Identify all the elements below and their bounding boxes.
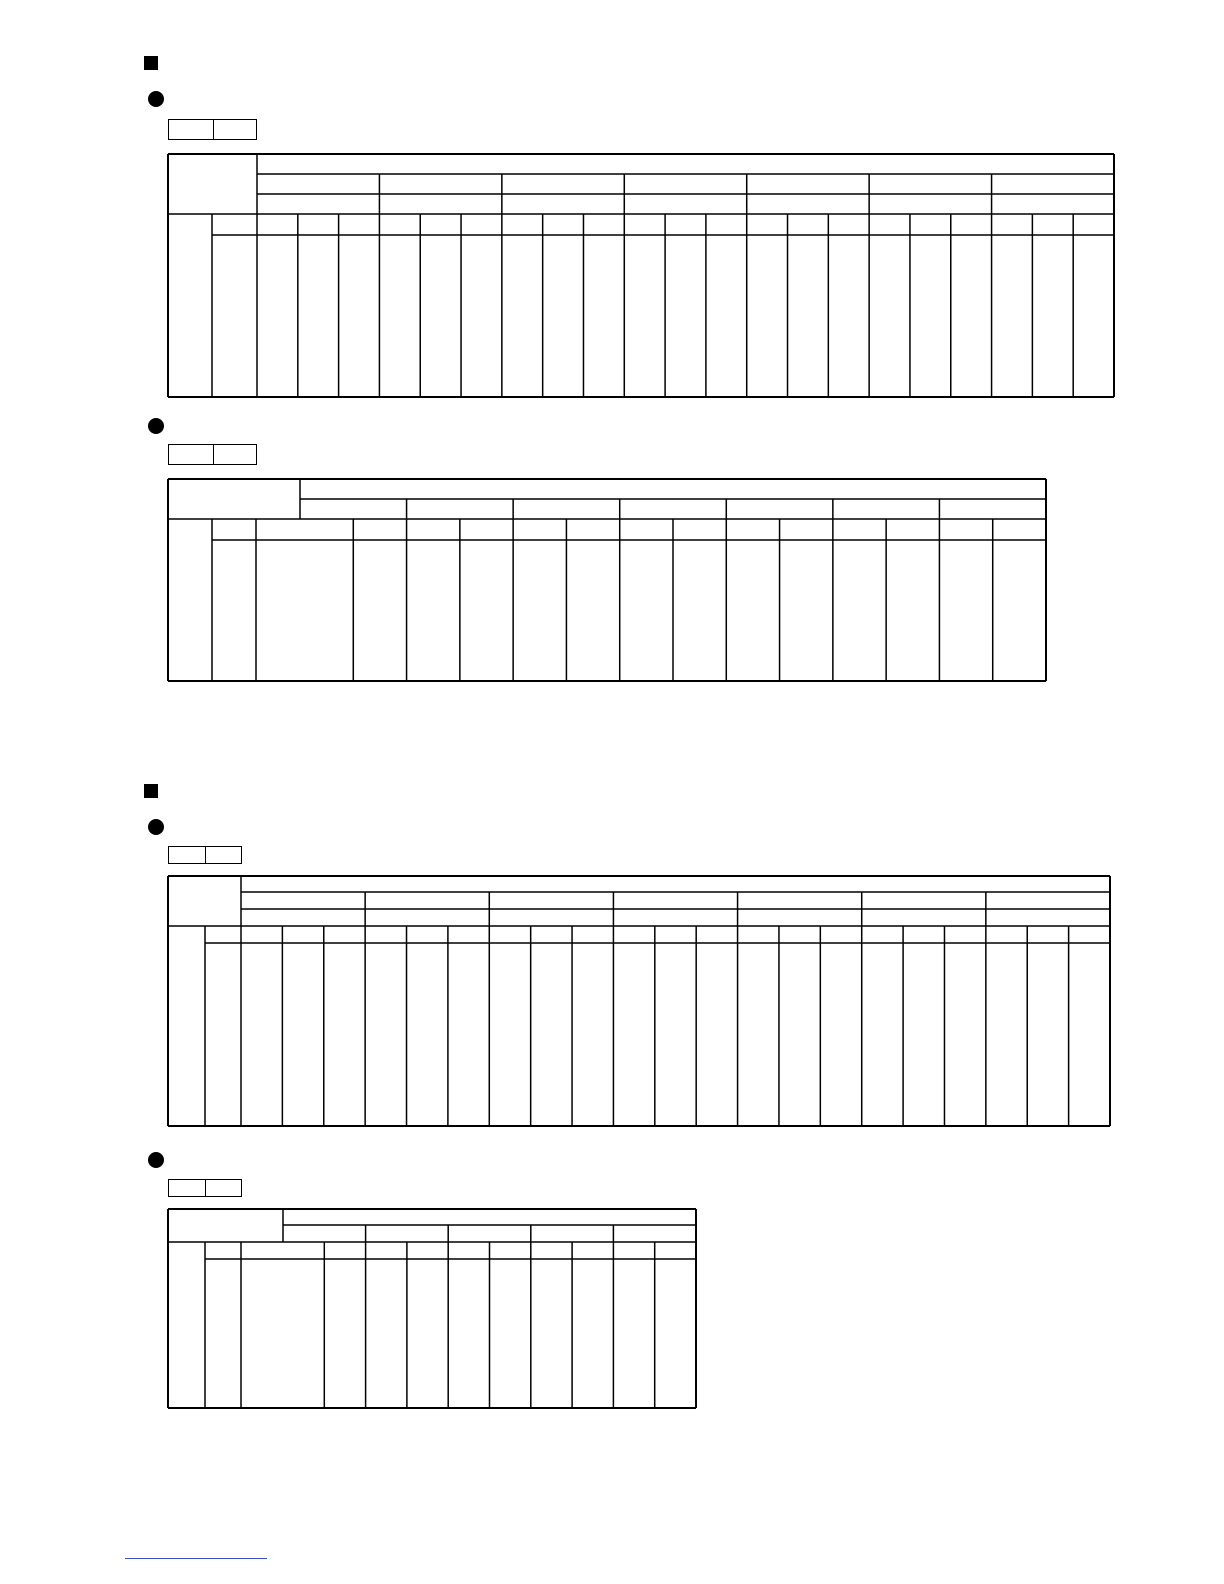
footer-link[interactable] <box>125 1558 267 1559</box>
